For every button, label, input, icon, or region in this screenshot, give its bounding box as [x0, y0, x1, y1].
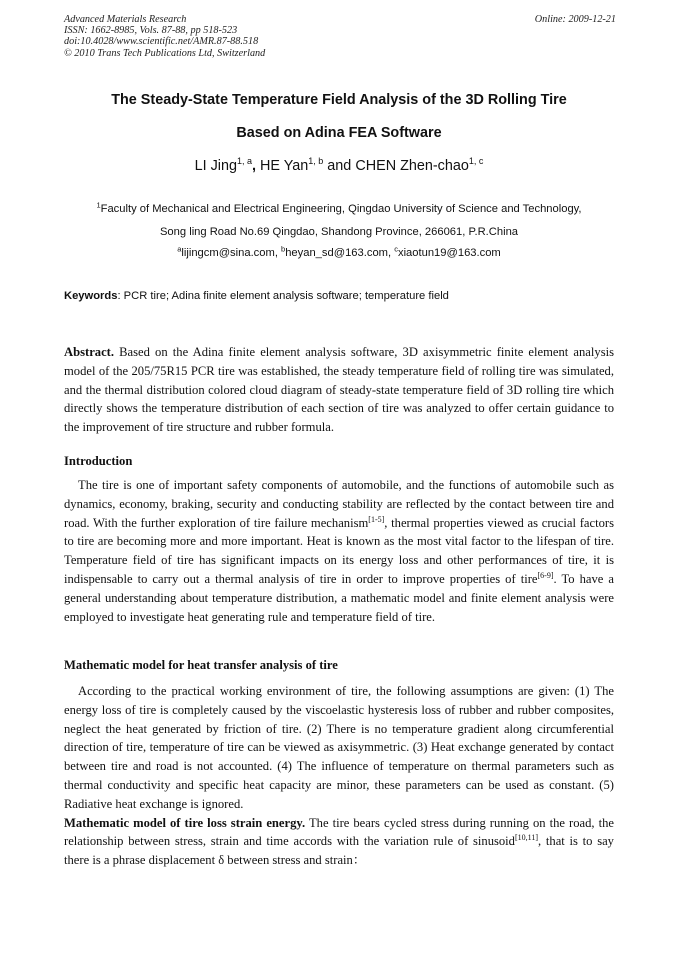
abstract-text: Based on the Adina finite element analysis software, 3D axisymmetric finite element analysis model of the 205/75R15 PCR tire was established, the steady temperature field of rolling tire was simulated, and the thermal distribution colored cloud diagram of steady-state temperature field of 3D rolling tire which directly shows the temperature distribution of each section of tire was analyzed to offer certain guidance to the improvement of tire structure and rubber formula.	[64, 345, 614, 435]
keywords	[64, 290, 449, 302]
doi-line: doi:10.4028/www.scientific.net/AMR.87-88.518	[64, 36, 259, 48]
email-line	[40, 244, 638, 259]
author-2: HE Yan	[256, 158, 309, 174]
intro-ref-1: [1-5]	[368, 514, 385, 524]
intro-text-3: . To have a general understanding about temperature distribution, a mathematic model and finite element analysis were employed to investigate heat generating rule and temperature field of tire.	[64, 571, 614, 624]
online-date: Online: 2009-12-21	[534, 14, 616, 25]
model-body	[64, 682, 614, 870]
paper-title-line-1: The Steady-State Temperature Field Analysis of the 3D Rolling Tire	[111, 92, 567, 108]
introduction-heading: Introduction	[64, 454, 133, 468]
affiliation-sup: 1	[96, 200, 101, 210]
author-3: CHEN Zhen-chao	[355, 158, 469, 174]
model-paragraph: According to the practical working environment of tire, the following assumptions are given: (1) The energy loss of tire is completely caused by the viscoelastic hysteresis loss of rubber and rubber composites, neglect the heat generated by friction of tire. (2) There is no temperature gradient along circumferential direction of tire, temperature of tire can be viewed as axisymmetric. (3) Heat exchange generated by contact between tire and road is not accounted. (4) The influence of temperature on thermal parameters such as thermal conductivity and specific heat capacity are minor, these parameters can be used as constant. (5) Radiative heat exchange is ignored.	[64, 684, 614, 811]
journal-name: Advanced Materials Research	[64, 14, 187, 25]
author-separator: ,	[252, 158, 257, 174]
email-b: heyan_sd@163.com,	[285, 247, 395, 259]
affiliation-line-1	[40, 200, 638, 215]
introduction-body	[64, 476, 614, 626]
author-1: LI Jing	[194, 158, 237, 174]
intro-ref-2: [6-9]	[537, 570, 554, 580]
email-b-sup: b	[281, 244, 286, 254]
model-heading: Mathematic model for heat transfer analysis of tire	[64, 658, 338, 672]
author-2-sup: 1, b	[308, 156, 324, 167]
author-1-sup: 1, a	[237, 156, 253, 167]
subsection-text-2: , that is to say there is a phrase displacement δ between stress and strain：	[64, 834, 614, 868]
email-c: xiaotun19@163.com	[397, 247, 501, 259]
intro-text-2: , thermal properties viewed as crucial factors to tire are becoming more and more important. Heat is known as the most vital factor to the lifespan of tire. Temperature field of tire has significant impacts on its energy loss and other performances of tire, it is indispensable to carry out a thermal analysis of tire in order to improve properties of tire	[64, 515, 614, 586]
author-3-sup: 1, c	[468, 156, 484, 167]
subsection-heading: Mathematic model of tire loss strain energy.	[64, 815, 306, 830]
subsection-ref: [10,11]	[514, 833, 539, 843]
email-a-sup: a	[177, 244, 182, 254]
subsection-text-1: The tire bears cycled stress during running on the road, the relationship between stress, strain and time accords with the variation rule of sinusoid	[64, 815, 614, 849]
keywords-label: Keywords	[64, 290, 118, 302]
journal-header	[64, 14, 616, 59]
affiliation-text-1: Faculty of Mechanical and Electrical Engineering, Qingdao University of Science and Technology,	[100, 203, 582, 215]
copyright-line: © 2010 Trans Tech Publications Ltd, Switzerland	[64, 47, 266, 59]
intro-text-1: The tire is one of important safety components of automobile, and the functions of automobile such as dynamics, economy, braking, security and conducting stability are reflected by the contact between tire and road. With the further exploration of tire failure mechanism	[64, 478, 614, 530]
author-and: and	[323, 158, 356, 174]
email-a: lijingcm@sina.com,	[181, 247, 282, 259]
issn-line: ISSN: 1662-8985, Vols. 87-88, pp 518-523	[64, 25, 238, 37]
abstract	[64, 343, 614, 437]
keywords-text: : PCR tire; Adina finite element analysis software; temperature field	[117, 290, 449, 302]
paper-title-line-2: Based on Adina FEA Software	[236, 125, 442, 141]
email-c-sup: c	[394, 244, 398, 254]
affiliation-line-2: Song ling Road No.69 Qingdao, Shandong Province, 266061, P.R.China	[159, 226, 519, 238]
abstract-label: Abstract.	[64, 345, 115, 359]
author-list	[40, 158, 638, 174]
